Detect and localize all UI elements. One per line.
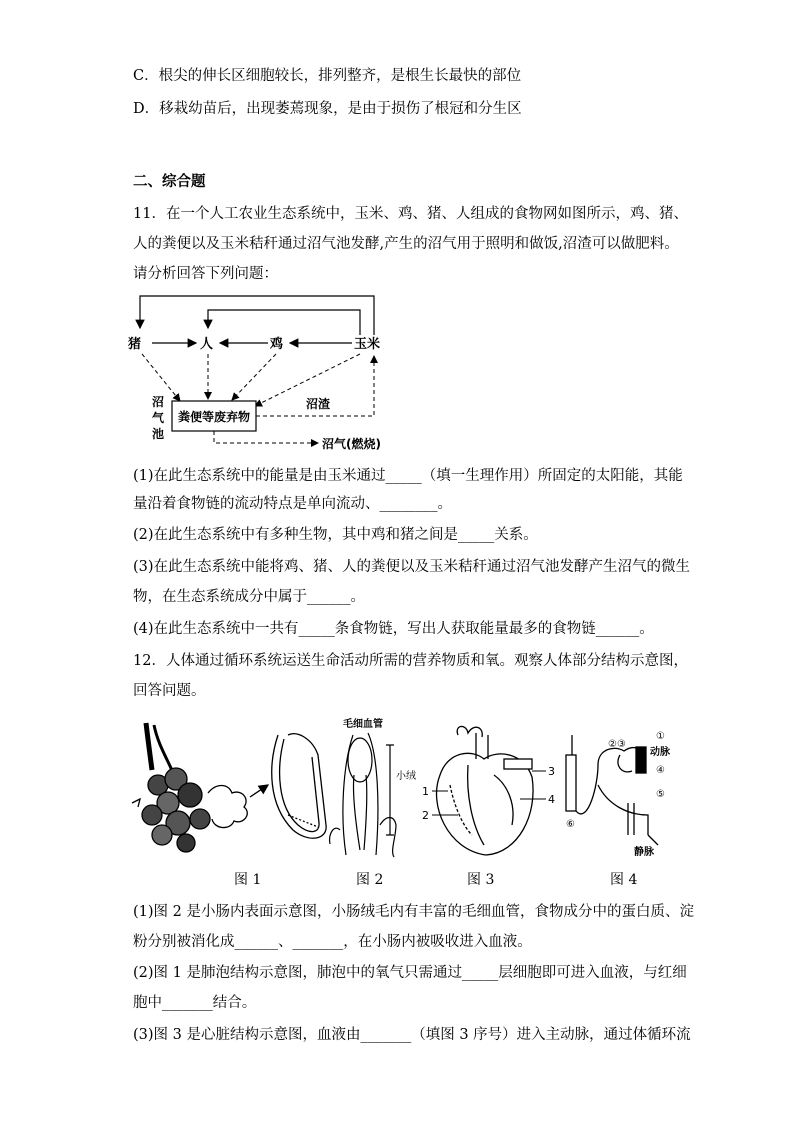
fig1-caption: 图 1: [234, 872, 262, 888]
option-c: C．根尖的伸长区细胞较长，排列整齐，是根生长最快的部位: [133, 68, 522, 84]
q11-sub-2: (2)在此生态系统中有多种生物，其中鸡和猪之间是_____关系。: [133, 527, 538, 543]
q11-line-2: 人的粪便以及玉米秸秆通过沼气池发酵,产生的沼气用于照明和做饭,沼渣可以做肥料。: [133, 236, 679, 252]
q12-sub-1a: (1)图 2 是小肠内表面示意图，小肠绒毛内有丰富的毛细血管，食物成分中的蛋白质、淀: [133, 904, 694, 920]
fig2-intestine-villus: [330, 733, 396, 857]
pool-char-1: 沼: [152, 395, 165, 409]
node-chicken: 鸡: [270, 337, 284, 352]
heart-num-4: 4: [548, 793, 555, 806]
nephron-c1: ①: [656, 731, 665, 742]
node-human: 人: [200, 337, 214, 352]
waste-box-label: 粪便等废弃物: [178, 410, 251, 424]
fig3-heart: [437, 726, 534, 855]
q12-sub-2a: (2)图 1 是肺泡结构示意图，肺泡中的氧气只需通过_____层细胞即可进入血液，与红细: [133, 965, 687, 981]
biogas-label: 沼气(燃烧): [322, 437, 381, 451]
fig1-alveoli: [132, 723, 268, 852]
q12-sub-3: (3)图 3 是心脏结构示意图，血液由_______（填图 3 序号）进入主动脉，通过体循环流: [133, 1027, 691, 1043]
q12-line-2: 回答问题。: [133, 683, 206, 699]
q12-sub-1b: 粉分别被消化成______、_______，在小肠内被吸收进入血液。: [133, 934, 532, 950]
fig4-caption: 图 4: [610, 872, 638, 888]
residue-label: 沼渣: [306, 397, 331, 411]
pool-char-2: 气: [152, 411, 165, 425]
fig3-caption: 图 3: [467, 872, 495, 888]
heart-num-2: 2: [422, 809, 429, 822]
q11-line-1: 11．在一个人工农业生态系统中，玉米、鸡、猪、人组成的食物网如图所示，鸡、猪、: [133, 206, 688, 222]
section-title: 二、综合题: [133, 173, 206, 190]
artery-label: 动脉: [650, 747, 670, 758]
q11-sub-3a: (3)在此生态系统中能将鸡、猪、人的粪便以及玉米秸秆通过沼气池发酵产生沼气的微生: [133, 559, 691, 575]
capillary-label: 毛细血管: [343, 719, 383, 730]
node-pig: 猪: [128, 337, 142, 352]
food-web-diagram: [120, 288, 400, 458]
nephron-c4: ④: [656, 765, 665, 776]
nephron-c5: ⑤: [656, 789, 665, 800]
q12-line-1: 12．人体通过循环系统运送生命活动所需的营养物质和氧。观察人体部分结构示意图，: [133, 653, 688, 669]
vein-label: 静脉: [634, 847, 654, 858]
heart-num-1: 1: [422, 785, 429, 798]
node-corn: 玉米: [354, 337, 381, 352]
q11-sub-1a: (1)在此生态系统中的能量是由玉米通过_____（填一生理作用）所固定的太阳能，其能: [133, 468, 683, 484]
q11-line-3: 请分析回答下列问题：: [133, 266, 278, 282]
fig2-capillary-wall: [272, 734, 326, 839]
nephron-c6: ⑥: [566, 819, 575, 830]
fig2-caption: 图 2: [356, 872, 384, 888]
q11-sub-3b: 物，在生态系统成分中属于______。: [133, 589, 365, 605]
figure-strip: [128, 715, 688, 865]
villus-label: 小绒: [396, 771, 416, 782]
pool-char-3: 池: [152, 427, 165, 441]
nephron-c2-c3: ②③: [608, 739, 626, 750]
fig4-nephron: [566, 735, 658, 845]
q11-sub-1b: 量沿着食物链的流动特点是单向流动、________。: [133, 496, 452, 512]
heart-num-3: 3: [548, 765, 555, 778]
option-d: D．移栽幼苗后，出现萎蔫现象，是由于损伤了根冠和分生区: [133, 101, 522, 117]
q12-sub-2b: 胞中_______结合。: [133, 995, 257, 1011]
q11-sub-4: (4)在此生态系统中一共有_____条食物链，写出人获取能量最多的食物链______。: [133, 621, 654, 637]
